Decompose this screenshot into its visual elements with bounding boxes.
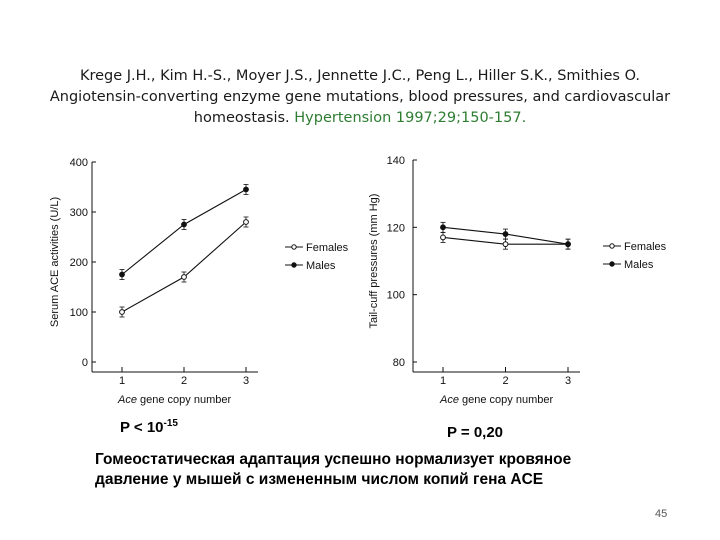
series-line-females xyxy=(122,222,246,312)
legend-label-males: Males xyxy=(624,259,654,271)
x-tick-label: 1 xyxy=(439,375,447,387)
x-axis-label: Ace gene copy number xyxy=(440,394,554,406)
x-tick-label: 2 xyxy=(180,375,188,387)
y-tick-label: 120 xyxy=(386,222,405,235)
legend-label-females: Females xyxy=(306,242,349,254)
conclusion-text: Гомеостатическая адаптация успешно нормализует кровяное давление у мышей с измененным числом копий гена ACE xyxy=(95,451,572,488)
y-tick-label: 200 xyxy=(69,257,88,269)
reference-journal[interactable]: Hypertension 1997;29;150-157. xyxy=(294,110,527,126)
y-axis-label: Serum ACE activities (U/L) xyxy=(49,196,61,328)
data-point-females xyxy=(441,235,446,240)
x-axis-label: Ace gene copy number xyxy=(118,394,232,406)
y-tick-label: 100 xyxy=(386,289,405,302)
y-tick-label: 400 xyxy=(69,157,88,169)
data-point-males xyxy=(503,232,508,237)
p-value-blood-pressure: P = 0,20 xyxy=(447,424,504,441)
data-point-males xyxy=(182,222,187,227)
x-tick-label: 1 xyxy=(118,375,126,387)
p-value-ace-activity: $P < 10^{-15}$ xyxy=(120,418,178,436)
y-tick-label: 100 xyxy=(69,307,88,319)
legend-marker xyxy=(610,244,614,248)
data-point-females xyxy=(244,220,249,225)
chart-2 xyxy=(368,155,667,406)
legend-label-females: Females xyxy=(624,241,667,253)
reference-title: Angiotensin-converting enzyme gene mutations, blood pressures, and cardiovascular homeostasis. xyxy=(49,89,671,126)
legend-marker xyxy=(292,263,296,267)
legend-marker xyxy=(610,262,614,266)
data-point-females xyxy=(120,310,125,315)
data-point-males xyxy=(566,242,571,247)
y-axis-label: Tail-cuff pressures (mm Hg) xyxy=(368,193,380,329)
data-point-males xyxy=(441,225,446,230)
data-point-males xyxy=(120,272,125,277)
legend-label-males: Males xyxy=(306,260,336,272)
legend-marker xyxy=(292,245,296,249)
series-line-males xyxy=(122,190,246,275)
page-number: 45 xyxy=(655,508,668,520)
chart-1 xyxy=(49,157,349,406)
reference-authors: Krege J.H., Kim H.-S., Moyer J.S., Jennette J.C., Peng L., Hiller S.K., Smithies O. xyxy=(79,68,641,84)
data-point-females xyxy=(503,242,508,247)
x-tick-label: 3 xyxy=(564,375,572,387)
x-tick-label: 2 xyxy=(502,375,509,387)
y-tick-label: 0 xyxy=(81,357,88,369)
x-tick-label: 3 xyxy=(242,375,250,387)
y-tick-label: 80 xyxy=(392,357,405,369)
y-tick-label: 300 xyxy=(69,207,88,219)
data-point-females xyxy=(182,275,187,280)
y-tick-label: 140 xyxy=(386,155,405,167)
data-point-males xyxy=(244,187,249,192)
